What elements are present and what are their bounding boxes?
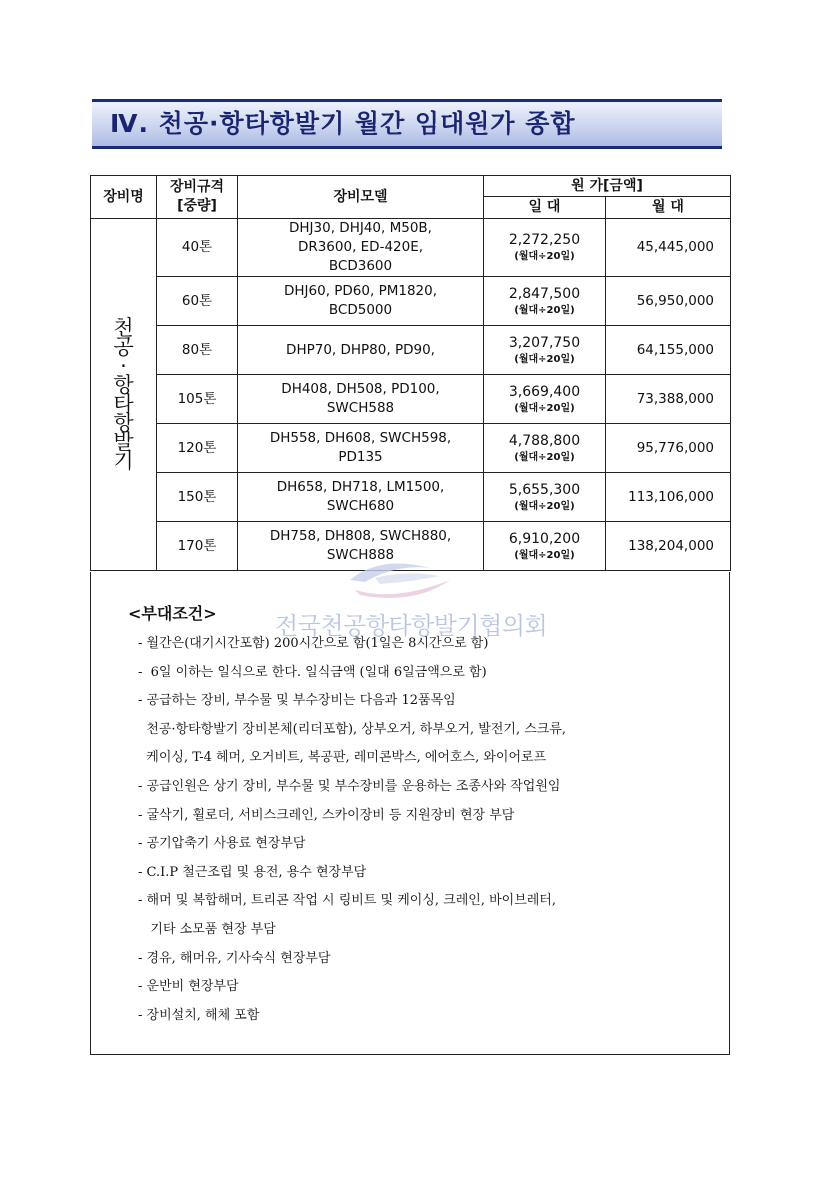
equipment-name-char: 항 <box>113 410 134 435</box>
watermark-logo <box>335 550 465 605</box>
conditions-title: <부대조건> <box>128 604 217 623</box>
condition-item: - 공기압축기 사용료 현장부담 <box>138 836 306 852</box>
equipment-name-char: · <box>120 353 127 378</box>
table-row <box>91 326 731 375</box>
daily-cost-value: 4,788,800 <box>508 432 581 449</box>
condition-item: 천공·항타항발기 장비본체(리더포함), 상부오거, 하부오거, 발전기, 스크류, <box>138 721 567 737</box>
spec-cell: 80톤 <box>157 326 238 375</box>
daily-cost-cell <box>484 219 606 277</box>
model-line: DH558, DH608, SWCH598, <box>269 430 452 446</box>
condition-item: 케이싱, T-4 헤머, 오거비트, 복공판, 레미콘박스, 에어호스, 와이어로프 <box>138 750 547 766</box>
model-line: DR3600, ED-420E, <box>297 239 424 255</box>
model-cell <box>238 277 484 326</box>
condition-item: - 운반비 현장부담 <box>138 979 239 995</box>
model-line: PD135 <box>338 449 383 465</box>
header-monthly: 월 대 <box>606 197 731 219</box>
daily-cost-cell <box>484 473 606 522</box>
rental-cost-table <box>90 175 731 571</box>
model-line: SWCH680 <box>326 498 395 514</box>
model-line: SWCH888 <box>326 547 395 563</box>
daily-cost-note: (월대÷20일) <box>514 500 575 512</box>
daily-cost-note: (월대÷20일) <box>514 549 575 561</box>
condition-item: - 공급하는 장비, 부수물 및 부수장비는 다음과 12품목임 <box>138 693 456 709</box>
table-header-row <box>91 176 731 197</box>
header-daily: 일 대 <box>484 197 606 219</box>
header-spec <box>157 176 238 219</box>
header-spec-line2: [중량] <box>177 198 217 214</box>
daily-cost-value: 2,272,250 <box>508 232 581 248</box>
daily-cost-value: 3,669,400 <box>508 383 581 400</box>
spec-cell: 120톤 <box>157 424 238 473</box>
equipment-name-char: 항 <box>113 372 134 397</box>
daily-cost-note: (월대÷20일) <box>514 451 575 463</box>
daily-cost-note: (월대÷20일) <box>514 304 575 316</box>
conditions-list <box>138 630 566 1030</box>
daily-cost-value: 6,910,200 <box>508 530 581 547</box>
daily-cost-value: 3,207,750 <box>508 334 581 351</box>
condition-item: - 굴삭기, 휠로더, 서비스크레인, 스카이장비 등 지원장비 현장 부담 <box>138 807 515 823</box>
spec-cell: 150톤 <box>157 473 238 522</box>
monthly-cost-cell: 64,155,000 <box>606 326 731 375</box>
header-equipment-name: 장비명 <box>91 176 157 219</box>
header-spec-line1: 장비규격 <box>169 179 225 195</box>
daily-cost-cell <box>484 326 606 375</box>
condition-item: - 공급인원은 상기 장비, 부수물 및 부수장비를 운용하는 조종사와 작업원임 <box>138 778 561 794</box>
daily-cost-value: 5,655,300 <box>508 481 581 498</box>
page-title: Ⅳ. 천공·항타항발기 월간 임대원가 종합 <box>110 109 576 138</box>
equipment-name-char: 발 <box>113 429 134 454</box>
model-line: DH408, DH508, PD100, <box>281 381 440 397</box>
daily-cost-note: (월대÷20일) <box>514 251 575 262</box>
condition-item: - 장비설치, 해체 포함 <box>138 1007 260 1023</box>
model-line: DHJ30, DHJ40, M50B, <box>289 220 432 236</box>
table-row <box>91 473 731 522</box>
equipment-name-cell <box>91 219 157 571</box>
equipment-name-char: 천 <box>113 315 134 340</box>
daily-cost-note: (월대÷20일) <box>514 402 575 414</box>
equipment-name-char: 타 <box>113 391 134 416</box>
monthly-cost-cell: 45,445,000 <box>606 219 731 277</box>
spec-cell: 170톤 <box>157 522 238 571</box>
model-line: SWCH588 <box>326 400 395 416</box>
table-row <box>91 375 731 424</box>
condition-item: - 월간은(대기시간포함) 200시간으로 함(1일은 8시간으로 함) <box>138 636 489 651</box>
table-row <box>91 219 731 277</box>
watermark-text: 전국천공항타항발기협의회 <box>275 612 548 640</box>
condition-item: - 해머 및 복합해머, 트리콘 작업 시 링비트 및 케이싱, 크레인, 바이브레터, <box>138 893 557 909</box>
model-line: DHJ60, PD60, PM1820, <box>283 283 438 299</box>
header-model: 장비모델 <box>238 176 484 219</box>
model-line: BCD3600 <box>328 258 393 274</box>
monthly-cost-cell: 113,106,000 <box>606 473 731 522</box>
model-cell <box>238 219 484 277</box>
monthly-cost-cell: 95,776,000 <box>606 424 731 473</box>
model-line: DH658, DH718, LM1500, <box>276 479 445 495</box>
condition-item: 기타 소모품 현장 부담 <box>138 921 276 937</box>
daily-cost-cell <box>484 277 606 326</box>
equipment-name-char: 기 <box>113 448 134 473</box>
model-line: DH758, DH808, SWCH880, <box>269 528 452 544</box>
daily-cost-note: (월대÷20일) <box>514 353 575 365</box>
monthly-cost-cell: 138,204,000 <box>606 522 731 571</box>
daily-cost-cell <box>484 375 606 424</box>
condition-item: - C.I.P 철근조립 및 용전, 용수 현장부담 <box>138 864 367 880</box>
model-cell <box>238 326 484 375</box>
table-row <box>91 277 731 326</box>
header-cost: 원 가[금액] <box>484 176 731 197</box>
table-row <box>91 424 731 473</box>
equipment-name-char: 공 <box>113 334 134 359</box>
monthly-cost-cell: 56,950,000 <box>606 277 731 326</box>
model-line: BCD5000 <box>328 302 393 318</box>
spec-cell: 40톤 <box>157 219 238 277</box>
daily-cost-value: 2,847,500 <box>508 285 581 302</box>
daily-cost-cell <box>484 522 606 571</box>
model-cell <box>238 375 484 424</box>
model-line: DHP70, DHP80, PD90, <box>286 341 435 358</box>
model-cell <box>238 473 484 522</box>
model-cell <box>238 424 484 473</box>
daily-cost-cell <box>484 424 606 473</box>
monthly-cost-cell: 73,388,000 <box>606 375 731 424</box>
condition-item: - 6일 이하는 일식으로 한다. 일식금액 (일대 6일금액으로 함) <box>138 664 487 680</box>
spec-cell: 105톤 <box>157 375 238 424</box>
table-body <box>91 219 731 571</box>
condition-item: - 경유, 해머유, 기사숙식 현장부담 <box>138 950 331 966</box>
spec-cell: 60톤 <box>157 277 238 326</box>
